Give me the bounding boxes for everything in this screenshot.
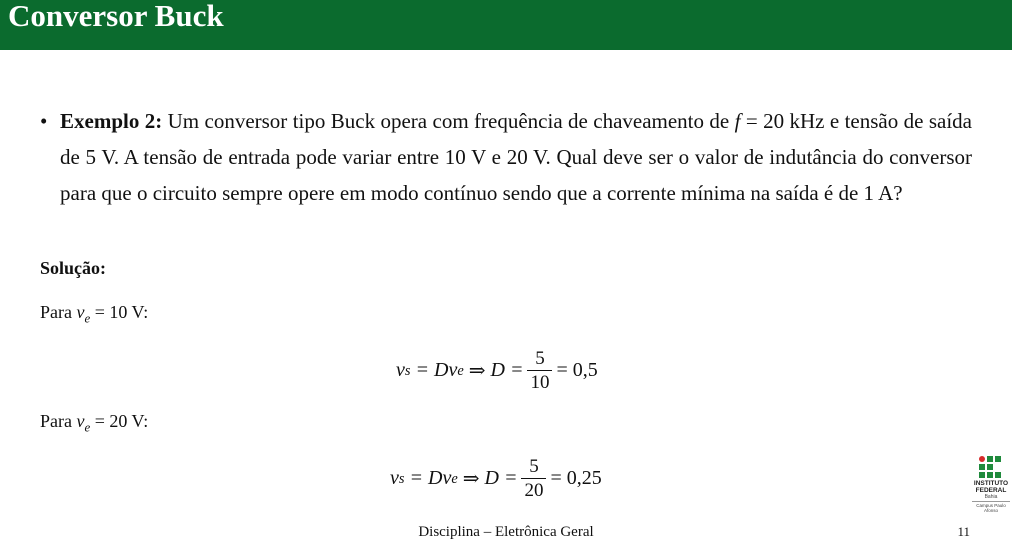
- equation-1: v s = D v e ⇒ D = $\frac{5}{10}$ = 0,5: [396, 348, 598, 393]
- case-2-sub: e: [84, 419, 91, 435]
- frequency-unit: kHz: [784, 109, 825, 133]
- eq2-denominator: 20: [521, 478, 546, 501]
- example-text-a: Um conversor tipo Buck opera com frequência de chaveamento de: [162, 109, 735, 133]
- case-1-value: = 10 V:: [90, 302, 149, 322]
- example-text-b: e tensão de saída de 5 V. A tensão de entrada pode variar entre 10 V e 20 V. Qual deve ser o valor de indutância do conversor para que o circuito sempre opere em modo contínuo sendo que a corrente mínima na saída é de 1 A?: [60, 109, 972, 205]
- case-2-var: v: [76, 411, 85, 431]
- eq1-d: D =: [490, 359, 524, 381]
- case-1-sub: e: [84, 310, 91, 326]
- eq2-arrow: ⇒: [457, 468, 485, 490]
- eq2-ve: v: [442, 467, 452, 489]
- eq2-vs: v: [390, 467, 399, 489]
- eq1-vs: v: [396, 359, 405, 381]
- eq1-result: = 0,5: [556, 359, 598, 381]
- eq2-numerator: 5: [529, 456, 539, 477]
- bullet-icon: •: [40, 109, 48, 133]
- logo-line-2: FEDERAL: [975, 487, 1007, 494]
- case-2-value: = 20 V:: [90, 411, 149, 431]
- title-bar: [0, 0, 1012, 50]
- case-1-label: [40, 302, 149, 326]
- eq1-fraction: [527, 348, 552, 393]
- frequency-symbol: f: [734, 109, 741, 133]
- logo-line-3: Bahia: [984, 494, 998, 500]
- footer-course: Disciplina – Eletrônica Geral: [418, 524, 594, 540]
- page-number: 11: [957, 524, 970, 539]
- eq2-d: D =: [484, 467, 518, 489]
- eq1-numerator: 5: [535, 348, 545, 369]
- example-paragraph: [40, 103, 972, 211]
- slide-title: Conversor Buck: [8, 0, 224, 33]
- eq1-denominator: 10: [527, 370, 552, 393]
- example-text: [60, 103, 972, 211]
- eq2-result: = 0,25: [550, 467, 602, 489]
- example-label: Exemplo 2:: [60, 109, 163, 133]
- eq1-arrow: ⇒: [463, 360, 491, 382]
- solution-heading: Solução:: [40, 258, 107, 278]
- eq2-fraction: [521, 456, 546, 501]
- frequency-value: = 20: [740, 109, 785, 133]
- institution-logo: [968, 456, 1012, 522]
- eq1-mid: = D: [410, 359, 449, 381]
- ifba-logo-icon: [979, 456, 1003, 480]
- eq1-ve: v: [448, 359, 458, 381]
- case-1-prefix: Para: [40, 302, 77, 322]
- logo-campus: Campus Paulo Afonso: [972, 501, 1010, 513]
- case-2-label: [40, 411, 149, 435]
- eq2-mid: = D: [404, 467, 443, 489]
- logo-line-1: INSTITUTO: [973, 480, 1009, 487]
- case-2-prefix: Para: [40, 411, 77, 431]
- case-1-var: v: [76, 302, 85, 322]
- equation-2: v s = D v e ⇒ D = $\frac{5}{20}$ = 0,25: [390, 456, 602, 501]
